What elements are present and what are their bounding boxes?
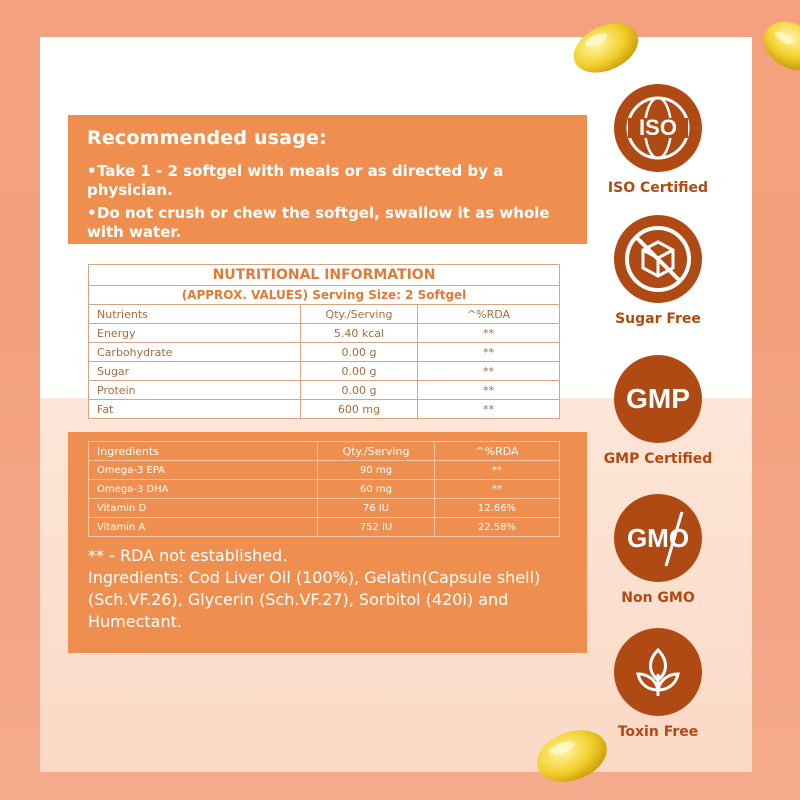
cert-label: Toxin Free [617,724,699,740]
usage-bullet-1: •Take 1 - 2 softgel with meals or as directed by a physician. [87,162,504,199]
table-header-row [89,305,560,324]
table-row [89,461,560,480]
table-cell: 600 mg [301,400,418,419]
table-cell: Vitamin D [89,499,318,518]
softgel-capsule-icon [530,720,614,792]
cert-toxin-free [598,628,718,740]
table-cell: 0.00 g [301,362,418,381]
table-cell: 752 IU [318,518,435,537]
header-cell: ^%RDA [418,305,560,324]
table-cell: Fat [89,400,301,419]
cert-label: Non GMO [621,590,695,606]
iso-globe-icon: ISO [614,84,702,172]
cert-label: Sugar Free [615,311,701,327]
table-cell: Omega-3 EPA [89,461,318,480]
table-cell: 12.66% [435,499,560,518]
table-row [89,381,560,400]
table-cell: ** [418,381,560,400]
table-cell: ** [418,400,560,419]
table-cell: ** [418,362,560,381]
table-cell: 90 mg [318,461,435,480]
table-row [89,480,560,499]
softgel-capsule-icon [566,16,646,80]
cert-sugar-free [598,215,718,327]
gmo-crossed-icon: GMO [614,494,702,582]
bullet-dot-icon: • [87,162,97,180]
leaf-plant-icon [614,628,702,716]
cert-label: GMP Certified [603,451,713,467]
table-cell: 22.58% [435,518,560,537]
table-row [89,518,560,537]
table-cell: Sugar [89,362,301,381]
usage-bullet-2: •Do not crush or chew the softgel, swallow it as whole with water. [87,204,550,241]
table-cell: 0.00 g [301,343,418,362]
table-row [89,499,560,518]
table-cell: 60 mg [318,480,435,499]
header-cell: Qty./Serving [301,305,418,324]
cert-label: ISO Certified [607,180,709,196]
table-cell: ** [435,480,560,499]
nutrition-title: NUTRITIONAL INFORMATION [89,265,560,286]
nutrition-subtitle: (APPROX. VALUES) Serving Size: 2 Softgel [89,286,560,305]
header-cell: Nutrients [89,305,301,324]
table-header-row [89,442,560,461]
table-cell: Vitamin A [89,518,318,537]
recommended-usage-box [68,115,587,244]
table-cell: Carbohydrate [89,343,301,362]
cert-gmp [598,355,718,467]
rda-note: ** - RDA not established. [88,546,288,565]
table-cell: Protein [89,381,301,400]
usage-title: Recommended usage: [87,127,327,149]
table-row [89,343,560,362]
header-cell: Qty./Serving [318,442,435,461]
softgel-capsule-icon [754,14,800,78]
table-cell: 0.00 g [301,381,418,400]
sugar-cube-crossed-icon [614,215,702,303]
gmp-badge-icon: GMP [614,355,702,443]
header-cell: ^%RDA [435,442,560,461]
table-cell: Energy [89,324,301,343]
ingredients-text: Ingredients: Cod Liver Oil (100%), Gelatin(Capsule shell) (Sch.VF.26), Glycerin (Sch.VF.27), Sorbitol (420i) and Humectant. [88,568,541,631]
cert-iso [598,84,718,196]
cert-non-gmo [598,494,718,606]
table-cell: 76 IU [318,499,435,518]
table-cell: Omega-3 DHA [89,480,318,499]
footnote [88,545,558,633]
nutrition-table [88,264,560,419]
table-cell: ** [435,461,560,480]
table-cell: ** [418,324,560,343]
table-row [89,324,560,343]
header-cell: Ingredients [89,442,318,461]
table-row [89,400,560,419]
table-cell: 5.40 kcal [301,324,418,343]
bullet-dot-icon: • [87,204,97,222]
table-cell: ** [418,343,560,362]
table-row [89,362,560,381]
ingredients-table [88,441,560,537]
